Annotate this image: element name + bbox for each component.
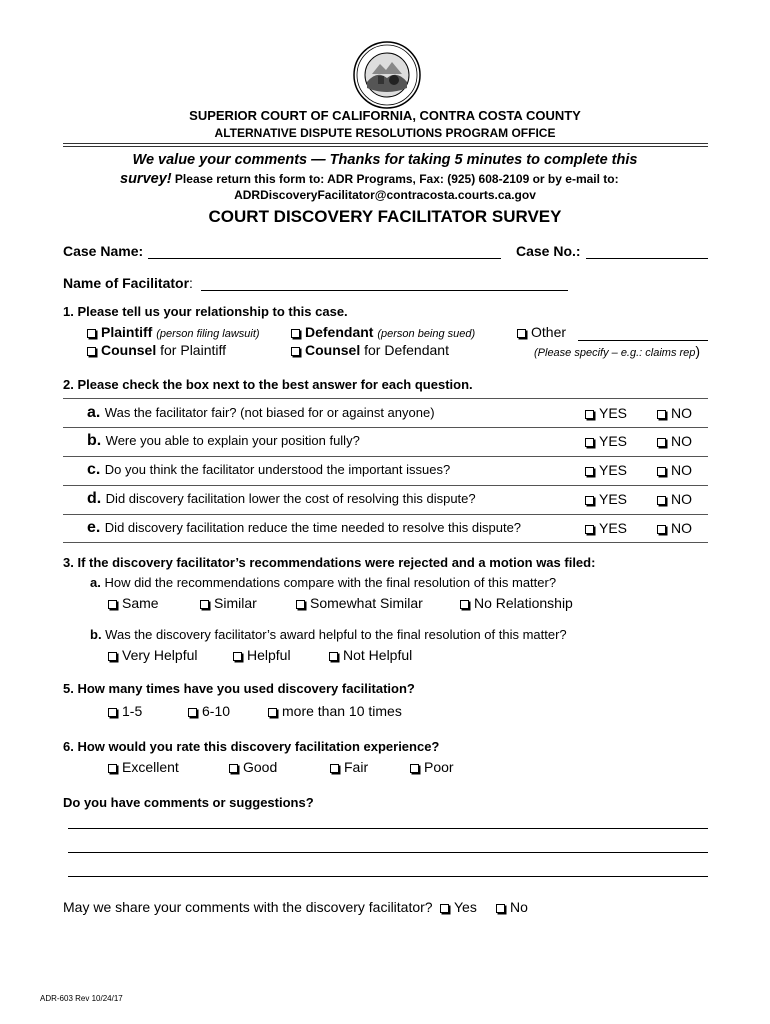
q3-text: 3. If the discovery facilitator’s recommendations were rejected and a motion was filed:: [63, 555, 596, 570]
q3b-helpful[interactable]: Helpful: [233, 647, 291, 663]
q3a-somewhat-similar[interactable]: Somewhat Similar: [296, 595, 423, 611]
q2-rule: [63, 542, 708, 543]
checkbox-icon: [108, 764, 117, 773]
q5-option-more-than-10[interactable]: more than 10 times: [268, 703, 402, 719]
q3a-text: a. How did the recommendations compare with the final resolution of this matter?: [90, 575, 557, 590]
checkbox-icon: [291, 329, 300, 338]
q2-rule: [63, 514, 708, 515]
checkbox-icon: [517, 329, 526, 338]
checkbox-icon: [585, 525, 594, 534]
q2b-no[interactable]: NO: [657, 433, 692, 449]
facilitator-field[interactable]: [201, 290, 568, 291]
share-no[interactable]: No: [496, 899, 528, 915]
q1-text: 1. Please tell us your relationship to this case.: [63, 304, 348, 319]
share-yes[interactable]: Yes: [440, 899, 477, 915]
checkbox-icon: [268, 708, 277, 717]
q2-item-d: d. Did discovery facilitation lower the cost of resolving this dispute?: [87, 490, 476, 507]
q3b-text: b. Was the discovery facilitator’s award helpful to the final resolution of this matter?: [90, 627, 567, 642]
case-no-field[interactable]: [586, 258, 708, 259]
q5-option-6-10[interactable]: 6-10: [188, 703, 230, 719]
q2-rule: [63, 427, 708, 428]
comments-label: Do you have comments or suggestions?: [63, 795, 314, 810]
q6-poor[interactable]: Poor: [410, 759, 454, 775]
checkbox-icon: [657, 467, 666, 476]
checkbox-icon: [657, 438, 666, 447]
checkbox-icon: [233, 652, 242, 661]
option-defendant[interactable]: Defendant (person being sued): [291, 324, 475, 340]
q2-text: 2. Please check the box next to the best answer for each question.: [63, 377, 473, 392]
checkbox-icon: [410, 764, 419, 773]
checkbox-icon: [108, 652, 117, 661]
checkbox-icon: [460, 600, 469, 609]
q6-text: 6. How would you rate this discovery facilitation experience?: [63, 739, 440, 754]
q2d-no[interactable]: NO: [657, 491, 692, 507]
q3a-same[interactable]: Same: [108, 595, 159, 611]
q2d-yes[interactable]: YES: [585, 491, 627, 507]
comments-line[interactable]: [68, 876, 708, 877]
q2a-no[interactable]: NO: [657, 405, 692, 421]
checkbox-icon: [585, 467, 594, 476]
other-specify-note: (Please specify – e.g.: claims rep): [534, 343, 701, 359]
intro-email[interactable]: ADRDiscoveryFacilitator@contracosta.courts.ca.gov: [234, 188, 536, 202]
q3a-similar[interactable]: Similar: [200, 595, 257, 611]
office-name: ALTERNATIVE DISPUTE RESOLUTIONS PROGRAM OFFICE: [214, 126, 556, 140]
checkbox-icon: [657, 525, 666, 534]
q2a-yes[interactable]: YES: [585, 405, 627, 421]
option-plaintiff[interactable]: Plaintiff (person filing lawsuit): [87, 324, 260, 340]
q2c-yes[interactable]: YES: [585, 462, 627, 478]
q3b-not-helpful[interactable]: Not Helpful: [329, 647, 412, 663]
checkbox-icon: [330, 764, 339, 773]
q2-rule: [63, 398, 708, 399]
facilitator-label: Name of Facilitator:: [63, 275, 193, 291]
comments-line[interactable]: [68, 828, 708, 829]
checkbox-icon: [585, 496, 594, 505]
header-divider: [63, 143, 708, 144]
q2e-yes[interactable]: YES: [585, 520, 627, 536]
checkbox-icon: [585, 438, 594, 447]
checkbox-icon: [108, 708, 117, 717]
q6-good[interactable]: Good: [229, 759, 277, 775]
q2e-no[interactable]: NO: [657, 520, 692, 536]
option-counsel-defendant[interactable]: Counsel for Defendant: [291, 342, 449, 358]
option-counsel-plaintiff[interactable]: Counsel for Plaintiff: [87, 342, 226, 358]
checkbox-icon: [585, 410, 594, 419]
checkbox-icon: [657, 496, 666, 505]
q2c-no[interactable]: NO: [657, 462, 692, 478]
checkbox-icon: [291, 347, 300, 356]
intro-line-1: We value your comments — Thanks for taking 5 minutes to complete this: [132, 152, 638, 168]
page-title: COURT DISCOVERY FACILITATOR SURVEY: [208, 207, 562, 226]
q6-excellent[interactable]: Excellent: [108, 759, 179, 775]
case-name-field[interactable]: [148, 258, 501, 259]
intro-line-2: survey! Please return this form to: ADR Programs, Fax: (925) 608-2109 or by e-mail to:: [120, 171, 619, 187]
case-no-label: Case No.:: [516, 243, 581, 259]
q2b-yes[interactable]: YES: [585, 433, 627, 449]
q5-text: 5. How many times have you used discovery facilitation?: [63, 681, 415, 696]
checkbox-icon: [188, 708, 197, 717]
q3b-very-helpful[interactable]: Very Helpful: [108, 647, 197, 663]
form-id: ADR-603 Rev 10/24/17: [40, 994, 123, 1003]
q3a-no-relationship[interactable]: No Relationship: [460, 595, 573, 611]
share-question: May we share your comments with the discovery facilitator?: [63, 899, 433, 915]
checkbox-icon: [87, 329, 96, 338]
q2-rule: [63, 485, 708, 486]
checkbox-icon: [200, 600, 209, 609]
checkbox-icon: [296, 600, 305, 609]
checkbox-icon: [87, 347, 96, 356]
comments-line[interactable]: [68, 852, 708, 853]
q6-fair[interactable]: Fair: [330, 759, 368, 775]
checkbox-icon: [496, 904, 505, 913]
q2-rule: [63, 456, 708, 457]
other-field[interactable]: [578, 340, 708, 341]
q2-item-b: b. Were you able to explain your position fully?: [87, 432, 360, 449]
court-name: SUPERIOR COURT OF CALIFORNIA, CONTRA COSTA COUNTY: [189, 108, 581, 123]
checkbox-icon: [440, 904, 449, 913]
q2-item-c: c. Do you think the facilitator understood the important issues?: [87, 461, 451, 478]
q2-item-a: a. Was the facilitator fair? (not biased for or against anyone): [87, 404, 435, 421]
q2-item-e: e. Did discovery facilitation reduce the time needed to resolve this dispute?: [87, 519, 522, 536]
checkbox-icon: [329, 652, 338, 661]
checkbox-icon: [108, 600, 117, 609]
option-other[interactable]: Other: [517, 324, 566, 340]
court-seal-logo: [352, 40, 422, 110]
checkbox-icon: [657, 410, 666, 419]
q5-option-1-5[interactable]: 1-5: [108, 703, 142, 719]
checkbox-icon: [229, 764, 238, 773]
header-divider-2: [63, 146, 708, 147]
case-name-label: Case Name:: [63, 243, 144, 259]
